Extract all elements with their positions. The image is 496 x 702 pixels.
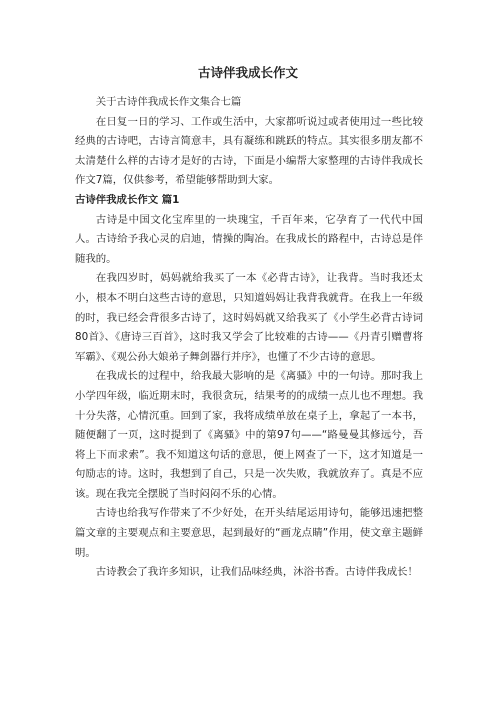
body-paragraph: 在我成长的过程中，给我最大影响的是《离骚》中的一句诗。那时我上小学四年级，临近期末时，我很贪玩，结果考的的成绩一点儿也不理想。我十分失落，心情沉重。回到了家，我将成绩单放在桌子上，拿起了一本书，随便翻了一页，这时提到了《离骚》中的第97句——“路曼曼其修远兮，吾将上下而求索”。我不知道这句话的意思，便上网查了一下，这才知道是一句励志的诗。这时，我想到了自己，只是一次失败，我就放弃了。真是不应该。现在我完全摆脱了当时闷闷不乐的心情。: [75, 370, 423, 500]
intro-paragraph: 在日复一日的学习、工作或生活中，大家都听说过或者使用过一些比较经典的古诗吧，古诗言简意丰，具有凝练和跳跃的特点。其实很多朋友都不太清楚什么样的古诗才是好的古诗，下面是小编帮大家整理的古诗伴我成长作文7篇，仅供参考，希望能够帮助到大家。: [75, 115, 423, 187]
body-paragraph: 古诗是中国文化宝库里的一块瑰宝，千百年来，它孕育了一代代中国人。古诗给予我心灵的启迪，情操的陶冶。在我成长的路程中，古诗总是伴随我的。: [75, 213, 423, 265]
section-heading: 古诗伴我成长作文 篇1: [75, 193, 180, 206]
body-paragraph: 在我四岁时，妈妈就给我买了一本《必背古诗》，让我背。当时我还太小，根本不明白这些古诗的意思，只知道妈妈让我背我就背。在我上一年级的时，我已经会背很多古诗了，这时妈妈就又给我买了《小学生必背古诗词80首》、《唐诗三百首》，这时我又学会了比较难的古诗——《丹青引赠曹将军霸》、《观公孙大娘弟子舞剑器行并序》，也懂了不少古诗的意思。: [75, 272, 423, 363]
document-subtitle: 关于古诗伴我成长作文集合七篇: [95, 96, 242, 108]
document-body: [75, 93, 423, 583]
document-title: 古诗伴我成长作文: [197, 65, 298, 80]
body-paragraph: 古诗教会了我许多知识，让我们品味经典，沐浴书香。古诗伴我成长！: [95, 566, 418, 579]
body-paragraph: 古诗也给我写作带来了不少好处，在开头结尾运用诗句，能够迅速把整篇文章的主要观点和主要意思，起到最好的“画龙点睛”作用，使文章主题鲜明。: [75, 507, 423, 559]
